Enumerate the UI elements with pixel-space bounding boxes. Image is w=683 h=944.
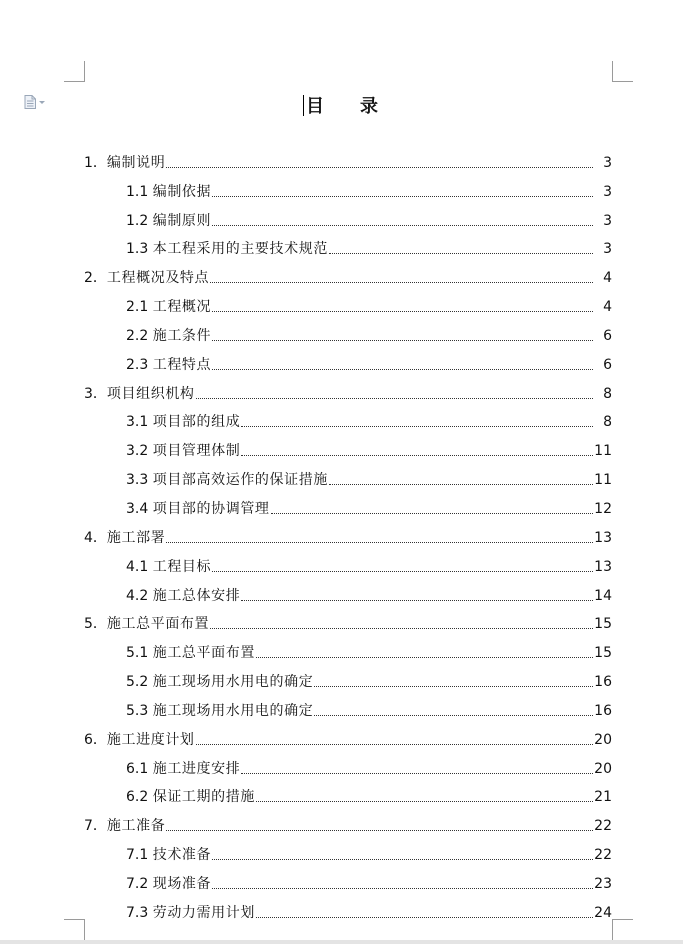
toc-entry-page-number: 21 — [594, 789, 612, 806]
toc-entry-page-number: 20 — [594, 731, 612, 748]
toc-entry-title: 施工现场用水用电的确定 — [152, 702, 314, 719]
toc-entry[interactable] — [84, 375, 612, 404]
toc-entry-number: 7.3 — [126, 904, 153, 921]
toc-entry-number: 3.1 — [126, 414, 153, 431]
toc-dot-leader — [212, 196, 593, 197]
toc-entry-page-number: 3 — [603, 183, 612, 200]
toc-entry-title: 施工现场用水用电的确定 — [152, 674, 314, 691]
toc-entry[interactable] — [84, 144, 612, 173]
toc-entry-page-number: 13 — [594, 529, 612, 546]
toc-entry-number: 4.2 — [126, 587, 153, 604]
toc-entry[interactable] — [84, 721, 612, 750]
toc-entry-page-number: 22 — [594, 818, 612, 835]
toc-entry[interactable] — [84, 865, 612, 894]
toc-entry-title: 施工准备 — [106, 818, 166, 835]
toc-entry-number: 6.1 — [126, 760, 153, 777]
toc-dot-leader — [212, 311, 593, 312]
toc-dot-leader — [196, 744, 593, 745]
toc-entry[interactable] — [84, 548, 612, 577]
text-cursor — [303, 95, 304, 116]
toc-entry-title: 施工部署 — [106, 529, 166, 546]
toc-entry[interactable] — [84, 663, 612, 692]
toc-entry-title: 编制说明 — [106, 154, 166, 171]
toc-entry[interactable] — [84, 807, 612, 836]
toc-dot-leader — [241, 455, 593, 456]
toc-entry-title: 项目管理体制 — [152, 443, 241, 460]
toc-entry[interactable] — [84, 606, 612, 635]
toc-entry-number: 5． — [84, 616, 107, 633]
table-of-contents — [84, 144, 612, 923]
toc-entry-page-number: 20 — [594, 760, 612, 777]
toc-entry-number: 2.2 — [126, 327, 153, 344]
toc-entry[interactable] — [84, 346, 612, 375]
toc-entry[interactable] — [84, 519, 612, 548]
page-bottom-edge — [0, 940, 683, 944]
toc-title-right: 录 — [360, 96, 380, 117]
toc-dot-leader — [241, 600, 593, 601]
toc-dot-leader — [166, 542, 593, 543]
toc-entry-number: 7.2 — [126, 875, 153, 892]
toc-entry-title: 项目部的组成 — [152, 414, 241, 431]
toc-entry-title: 施工总平面布置 — [106, 616, 210, 633]
toc-entry-page-number: 11 — [594, 472, 612, 489]
toc-entry-number: 3.2 — [126, 443, 153, 460]
toc-entry-title: 工程目标 — [152, 558, 212, 575]
toc-entry-page-number: 15 — [594, 616, 612, 633]
toc-entry-number: 6． — [84, 731, 107, 748]
toc-entry-title: 劳动力需用计划 — [152, 904, 255, 921]
toc-dot-leader — [212, 571, 593, 572]
toc-entry-number: 5.2 — [126, 674, 153, 691]
toc-dot-leader — [314, 715, 593, 716]
toc-dot-leader — [271, 513, 593, 514]
toc-dot-leader — [196, 398, 593, 399]
toc-entry[interactable] — [84, 288, 612, 317]
toc-entry-page-number: 13 — [594, 558, 612, 575]
toc-dot-leader — [256, 657, 593, 658]
toc-entry-number: 1.2 — [126, 212, 153, 229]
toc-entry-page-number: 23 — [594, 875, 612, 892]
toc-entry[interactable] — [84, 231, 612, 260]
toc-dot-leader — [212, 369, 593, 370]
toc-entry-page-number: 3 — [603, 241, 612, 258]
toc-entry-number: 4． — [84, 529, 107, 546]
toc-dot-leader — [166, 830, 593, 831]
toc-entry[interactable] — [84, 750, 612, 779]
toc-entry[interactable] — [84, 173, 612, 202]
toc-entry[interactable] — [84, 432, 612, 461]
toc-entry-title: 工程特点 — [152, 356, 212, 373]
toc-entry-page-number: 22 — [594, 847, 612, 864]
toc-entry[interactable] — [84, 202, 612, 231]
toc-entry[interactable] — [84, 894, 612, 923]
toc-entry-number: 1.1 — [126, 183, 153, 200]
toc-entry-number: 4.1 — [126, 558, 153, 575]
toc-entry-number: 7． — [84, 818, 107, 835]
toc-entry-number: 2． — [84, 270, 107, 287]
toc-entry-page-number: 3 — [603, 154, 612, 171]
toc-entry[interactable] — [84, 490, 612, 519]
crop-mark-top-left — [64, 61, 85, 82]
toc-entry-title: 施工条件 — [152, 327, 212, 344]
toc-entry[interactable] — [84, 634, 612, 663]
toc-dot-leader — [329, 253, 593, 254]
toc-entry-page-number: 4 — [603, 299, 612, 316]
toc-title-left: 目 — [306, 96, 326, 117]
toc-entry-title: 施工进度安排 — [152, 760, 241, 777]
toc-entry-title: 施工总平面布置 — [152, 645, 255, 662]
toc-dot-leader — [256, 917, 593, 918]
toc-entry-page-number: 6 — [603, 356, 612, 373]
toc-dot-leader — [210, 282, 593, 283]
toc-dot-leader — [241, 773, 593, 774]
toc-entry[interactable] — [84, 259, 612, 288]
toc-entry-title: 编制依据 — [152, 183, 212, 200]
toc-entry[interactable] — [84, 461, 612, 490]
toc-entry[interactable] — [84, 692, 612, 721]
toc-entry-number: 1． — [84, 154, 107, 171]
toc-entry-title: 施工进度计划 — [106, 731, 195, 748]
toc-entry-page-number: 16 — [594, 702, 612, 719]
toc-entry-title: 项目部高效运作的保证措施 — [152, 472, 328, 489]
toc-entry-title: 施工总体安排 — [152, 587, 241, 604]
toc-title — [0, 92, 683, 118]
toc-entry[interactable] — [84, 836, 612, 865]
toc-dot-leader — [212, 859, 593, 860]
toc-dot-leader — [256, 801, 593, 802]
toc-dot-leader — [314, 686, 593, 687]
toc-entry-number: 5.1 — [126, 645, 153, 662]
toc-entry[interactable] — [84, 779, 612, 808]
toc-dot-leader — [329, 484, 593, 485]
toc-entry-page-number: 11 — [594, 443, 612, 460]
toc-entry-page-number: 6 — [603, 327, 612, 344]
toc-entry-page-number: 14 — [594, 587, 612, 604]
toc-dot-leader — [210, 628, 593, 629]
toc-entry-title: 技术准备 — [152, 847, 212, 864]
toc-entry-number: 6.2 — [126, 789, 153, 806]
toc-entry-number: 2.1 — [126, 299, 153, 316]
toc-entry-page-number: 12 — [594, 500, 612, 517]
toc-dot-leader — [241, 426, 593, 427]
toc-entry-number: 2.3 — [126, 356, 153, 373]
toc-entry-number: 5.3 — [126, 702, 153, 719]
toc-entry-title: 保证工期的措施 — [152, 789, 255, 806]
toc-entry-page-number: 4 — [603, 270, 612, 287]
toc-entry-title: 编制原则 — [152, 212, 212, 229]
toc-entry-number: 1.3 — [126, 241, 153, 258]
toc-entry-number: 3.3 — [126, 472, 153, 489]
toc-entry-number: 3.4 — [126, 500, 153, 517]
toc-entry-page-number: 8 — [603, 385, 612, 402]
toc-entry-title: 工程概况及特点 — [106, 270, 210, 287]
toc-entry-number: 7.1 — [126, 847, 153, 864]
toc-entry[interactable] — [84, 404, 612, 433]
toc-entry-title: 工程概况 — [152, 299, 212, 316]
toc-entry-title: 项目部的协调管理 — [152, 500, 270, 517]
toc-entry-page-number: 15 — [594, 645, 612, 662]
toc-entry-page-number: 8 — [603, 414, 612, 431]
toc-entry-page-number: 24 — [594, 904, 612, 921]
toc-entry-number: 3． — [84, 385, 107, 402]
toc-entry[interactable] — [84, 317, 612, 346]
crop-mark-bottom-right — [612, 919, 633, 940]
toc-dot-leader — [212, 340, 593, 341]
crop-mark-top-right — [612, 61, 633, 82]
toc-entry-title: 本工程采用的主要技术规范 — [152, 241, 328, 258]
toc-entry[interactable] — [84, 577, 612, 606]
toc-entry-page-number: 16 — [594, 674, 612, 691]
toc-entry-page-number: 3 — [603, 212, 612, 229]
toc-entry-title: 现场准备 — [152, 875, 212, 892]
crop-mark-bottom-left — [64, 919, 85, 940]
toc-dot-leader — [212, 225, 593, 226]
toc-dot-leader — [166, 167, 593, 168]
toc-entry-title: 项目组织机构 — [106, 385, 195, 402]
toc-dot-leader — [212, 888, 593, 889]
